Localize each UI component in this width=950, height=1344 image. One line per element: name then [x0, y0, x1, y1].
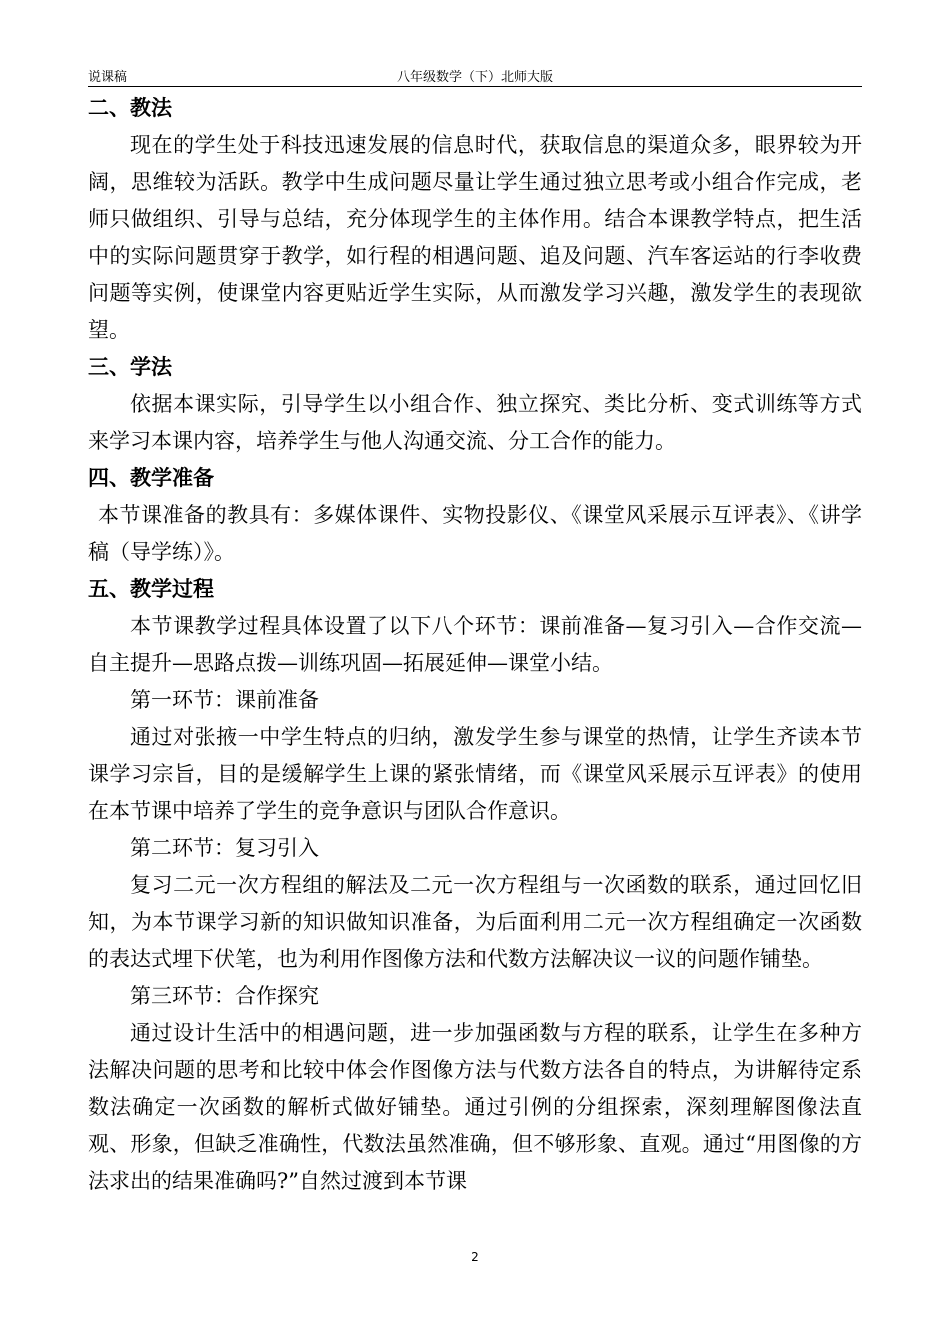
document-body [88, 90, 862, 1200]
paragraph-teaching-method: 现在的学生处于科技迅速发展的信息时代，获取信息的渠道众多，眼界较为开阔，思维较为活跃。教学中生成问题尽量让学生通过独立思考或小组合作完成，老师只做组织、引导与总结，充分体现学生的主体作用。结合本课教学特点，把生活中的实际问题贯穿于教学，如行程的相遇问题、追及问题、汽车客运站的行李收费问题等实例，使课堂内容更贴近学生实际，从而激发学习兴趣，激发学生的表现欲望。 [88, 133, 862, 342]
section-heading-preparation: 四、教学准备 [88, 466, 214, 490]
page-number: 2 [471, 1250, 479, 1264]
section-heading-learning-method: 三、学法 [88, 355, 172, 379]
paragraph-preparation: 本节课准备的教具有：多媒体课件、实物投影仪、《课堂风采展示互评表》、《讲学稿（导学练）》。 [88, 503, 862, 564]
step1-title: 第一环节：课前准备 [130, 688, 319, 712]
page-header [88, 64, 862, 87]
header-course-title: 八年级数学（下）北师大版 [396, 70, 553, 85]
section-heading-process: 五、教学过程 [88, 577, 214, 601]
step3-text: 通过设计生活中的相遇问题，进一步加强函数与方程的联系，让学生在多种方法解决问题的思考和比较中体会作图像方法与代数方法各自的特点，为讲解待定系数法确定一次函数的解析式做好铺垫。通过引例的分组探索，深刻理解图像法直观、形象，但缺乏准确性，代数法虽然准确，但不够形象、直观。通过“用图像的方法求出的结果准确吗?”自然过渡到本节课 [88, 1021, 862, 1193]
step2-text: 复习二元一次方程组的解法及二元一次方程组与一次函数的联系，通过回忆旧知，为本节课学习新的知识做知识准备，为后面利用二元一次方程组确定一次函数的表达式埋下伏笔，也为利用作图像方法和代数方法解决议一议的问题作铺垫。 [88, 873, 862, 971]
section-heading-teaching-method: 二、教法 [88, 96, 172, 120]
paragraph-learning-method: 依据本课实际，引导学生以小组合作、独立探究、类比分析、变式训练等方式来学习本课内容，培养学生与他人沟通交流、分工合作的能力。 [88, 392, 862, 453]
paragraph-process-overview: 本节课教学过程具体设置了以下八个环节：课前准备—复习引入—合作交流—自主提升—思路点拨—训练巩固—拓展延伸—课堂小结。 [88, 614, 862, 675]
step1-text: 通过对张掖一中学生特点的归纳，激发学生参与课堂的热情，让学生齐读本节课学习宗旨，目的是缓解学生上课的紧张情绪，而《课堂风采展示互评表》的使用在本节课中培养了学生的竞争意识与团队合作意识。 [88, 725, 862, 823]
step2-title: 第二环节：复习引入 [130, 836, 319, 860]
header-doc-type: 说课稿 [88, 70, 128, 85]
step3-title: 第三环节：合作探究 [130, 984, 319, 1008]
